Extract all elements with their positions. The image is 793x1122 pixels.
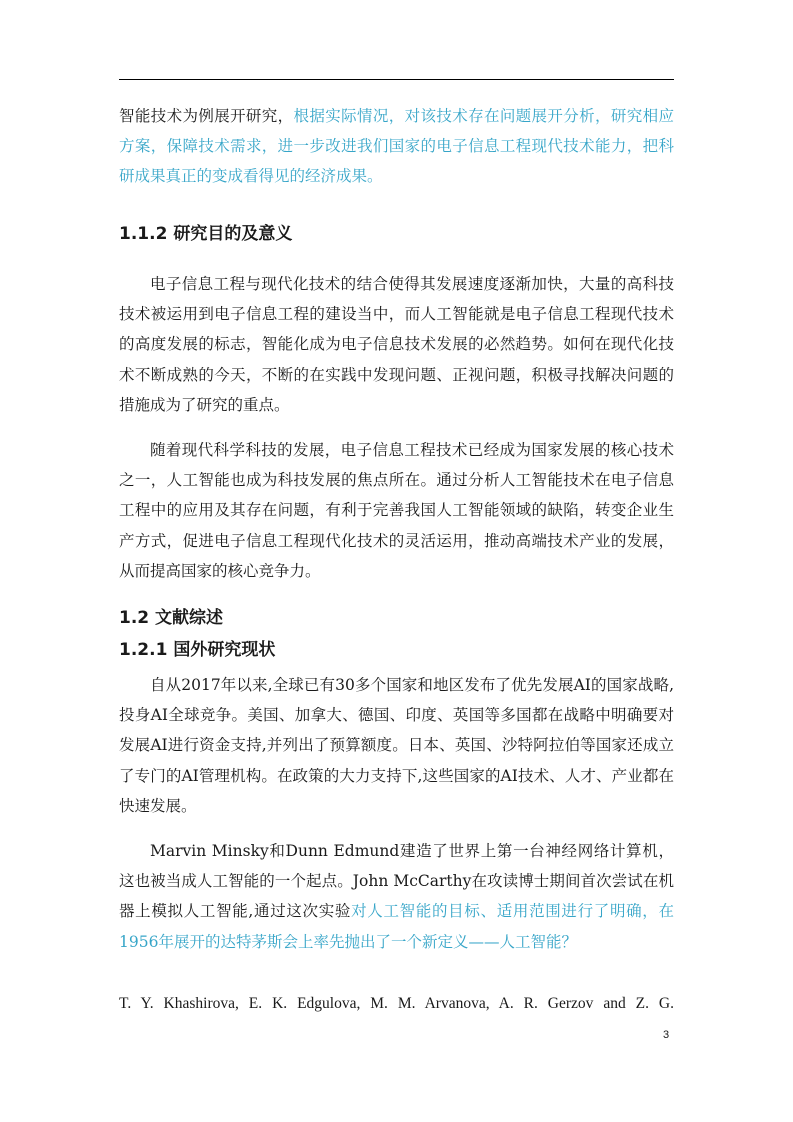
section-1-2-1-paragraph-2 (119, 836, 674, 957)
header-rule (119, 79, 674, 80)
intro-plain-text: 智能技术为例展开研究， (119, 107, 294, 125)
intro-highlight-text: 根据实际情况，对该技术存在问题展开分析，研究相应方案，保障技术需求，进一步改进我们国家的电子信息工程现代技术能力，把科研成果真正的变成看得见的经济成果。 (119, 107, 674, 186)
section-1-1-2-paragraph-1: 电子信息工程与现代化技术的结合使得其发展速度逐渐加快，大量的高科技技术被运用到电子信息工程的建设当中，而人工智能就是电子信息工程现代技术的高度发展的标志，智能化成为电子信息技术发展的必然趋势。如何在现代化技术不断成熟的今天，不断的在实践中发现问题、正视问题，积极寻找解决问题的措施成为了研究的重点。 (119, 275, 674, 414)
section-heading-1-2-1: 1.2.1 国外研究现状 (119, 640, 276, 660)
intro-paragraph (119, 101, 674, 192)
section-1-1-2-paragraph-2: 随着现代科学科技的发展，电子信息工程技术已经成为国家发展的核心技术之一，人工智能也成为科技发展的焦点所在。通过分析人工智能技术在电子信息工程中的应用及其存在问题，有利于完善我国人工智能领域的缺陷，转变企业生产方式，促进电子信息工程现代化技术的灵活运用，推动高端技术产业的发展，从而提高国家的核心竞争力。 (119, 441, 674, 580)
paragraph-2-highlight-text: 对人工智能的目标、适用范围进行了明确，在1956年展开的达特茅斯会上率先抛出了一个新定义——人工智能？ (119, 902, 674, 951)
page-number: 3 (663, 1029, 670, 1041)
section-heading-1-1-2: 1.1.2 研究目的及意义 (119, 224, 293, 244)
reference-line: T. Y. Khashirova, E. K. Edgulova, M. M. Arvanova, A. R. Gerzov and Z. G. (119, 995, 674, 1012)
paragraph-2-plain-text: Marvin Minsky和Dunn Edmund建造了世界上第一台神经网络计算机，这也被当成人工智能的一个起点。John McCarthy在攻读博士期间首次尝试在机器上模拟人工智能,通过这次实验 (119, 842, 674, 921)
section-heading-1-2: 1.2 文献综述 (119, 608, 224, 628)
section-1-2-1-paragraph-1: 自从2017年以来,全球已有30多个国家和地区发布了优先发展AI的国家战略,投身AI全球竞争。美国、加拿大、德国、印度、英国等多国都在战略中明确要对发展AI进行资金支持,并列出了预算额度。日本、英国、沙特阿拉伯等国家还成立了专门的AI管理机构。在政策的大力支持下,这些国家的AI技术、人才、产业都在快速发展。 (119, 676, 674, 815)
